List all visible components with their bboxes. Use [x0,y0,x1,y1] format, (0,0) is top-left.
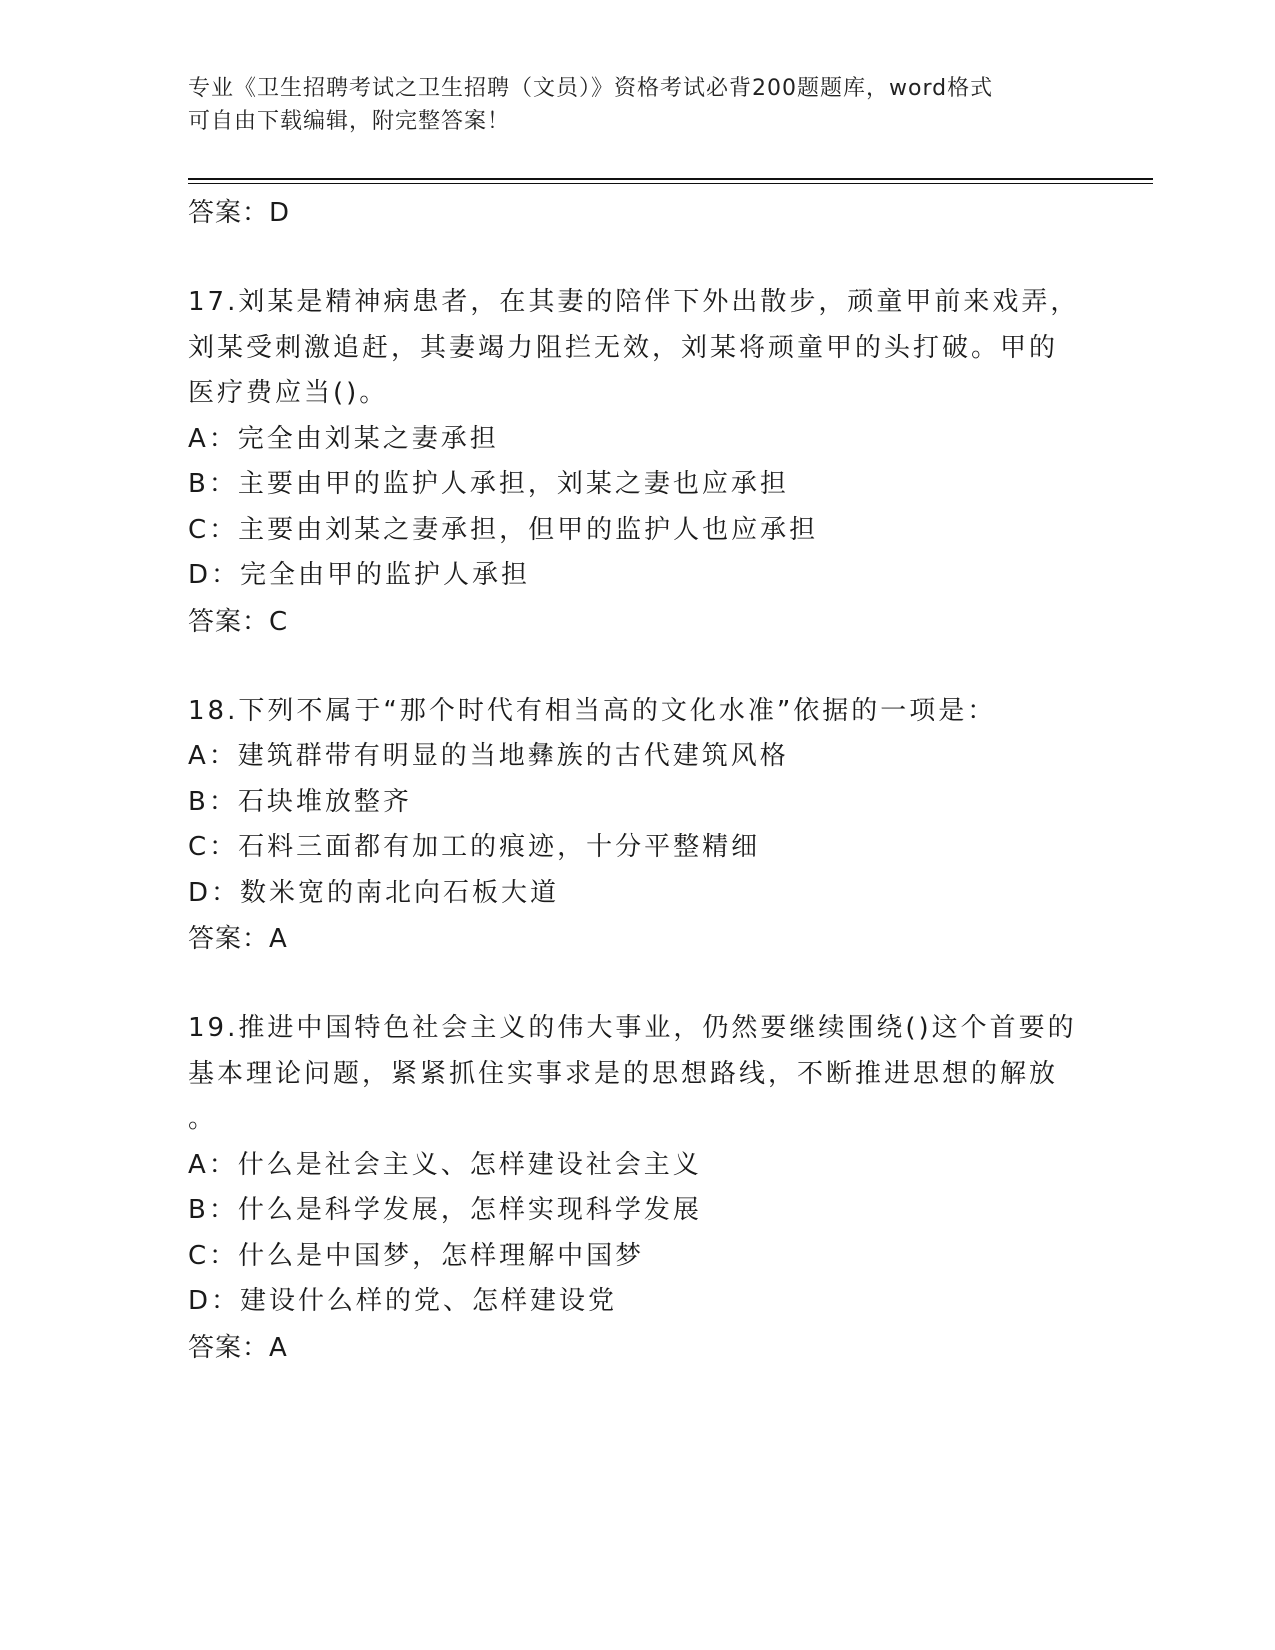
option-a: A：什么是社会主义、怎样建设社会主义 [188,1149,702,1180]
question-18 [188,689,1088,963]
header-line: 专业《卫生招聘考试之卫生招聘（文员）》资格考试必背200题题库，word格式 [188,76,994,101]
option-c: C：主要由刘某之妻承担，但甲的监护人也应承担 [188,514,819,545]
question-stem-line: 基本理论问题，紧紧抓住实事求是的思想路线，不断推进思想的解放 [188,1058,1059,1089]
header-line: 可自由下载编辑，附完整答案！ [188,109,511,134]
document-header [188,72,1088,138]
option-a: A：建筑群带有明显的当地彝族的古代建筑风格 [188,741,789,771]
option-d: D：数米宽的南北向石板大道 [188,877,560,908]
document-body [188,190,1088,1371]
question-stem-line: 17.刘某是精神病患者，在其妻的陪伴下外出散步，顽童甲前来戏弄， [188,287,1080,317]
option-b: B：主要由甲的监护人承担，刘某之妻也应承担 [188,469,789,499]
option-c: C：石料三面都有加工的痕迹，十分平整精细 [188,832,761,862]
option-b: B：什么是科学发展，怎样实现科学发展 [188,1195,702,1225]
option-a: A：完全由刘某之妻承担 [188,423,499,454]
question-stem-line: 刘某受刺激追赶，其妻竭力阻拦无效，刘某将顽童甲的头打破。甲的 [188,332,1059,363]
question-stem-line: 。 [188,1104,218,1134]
question-stem-line: 19.推进中国特色社会主义的伟大事业，仍然要继续围绕()这个首要的 [188,1013,1077,1043]
question-17 [188,280,1088,645]
answer-line: 答案：C [188,606,289,637]
answer-line: 答案：A [188,1332,288,1363]
question-19 [188,1006,1088,1371]
option-d: D：建设什么样的党、怎样建设党 [188,1286,618,1316]
question-stem-line: 医疗费应当()。 [188,378,389,408]
option-c: C：什么是中国梦，怎样理解中国梦 [188,1240,645,1271]
header-rule-thick [188,178,1153,180]
option-d: D：完全由甲的监护人承担 [188,560,531,590]
option-b: B：石块堆放整齐 [188,786,412,817]
answer-line: 答案：A [188,924,288,954]
header-rule-thin [188,183,1153,184]
question-stem-line: 18.下列不属于“那个时代有相当高的文化水准”依据的一项是： [188,695,997,726]
previous-answer: 答案：D [188,198,291,228]
